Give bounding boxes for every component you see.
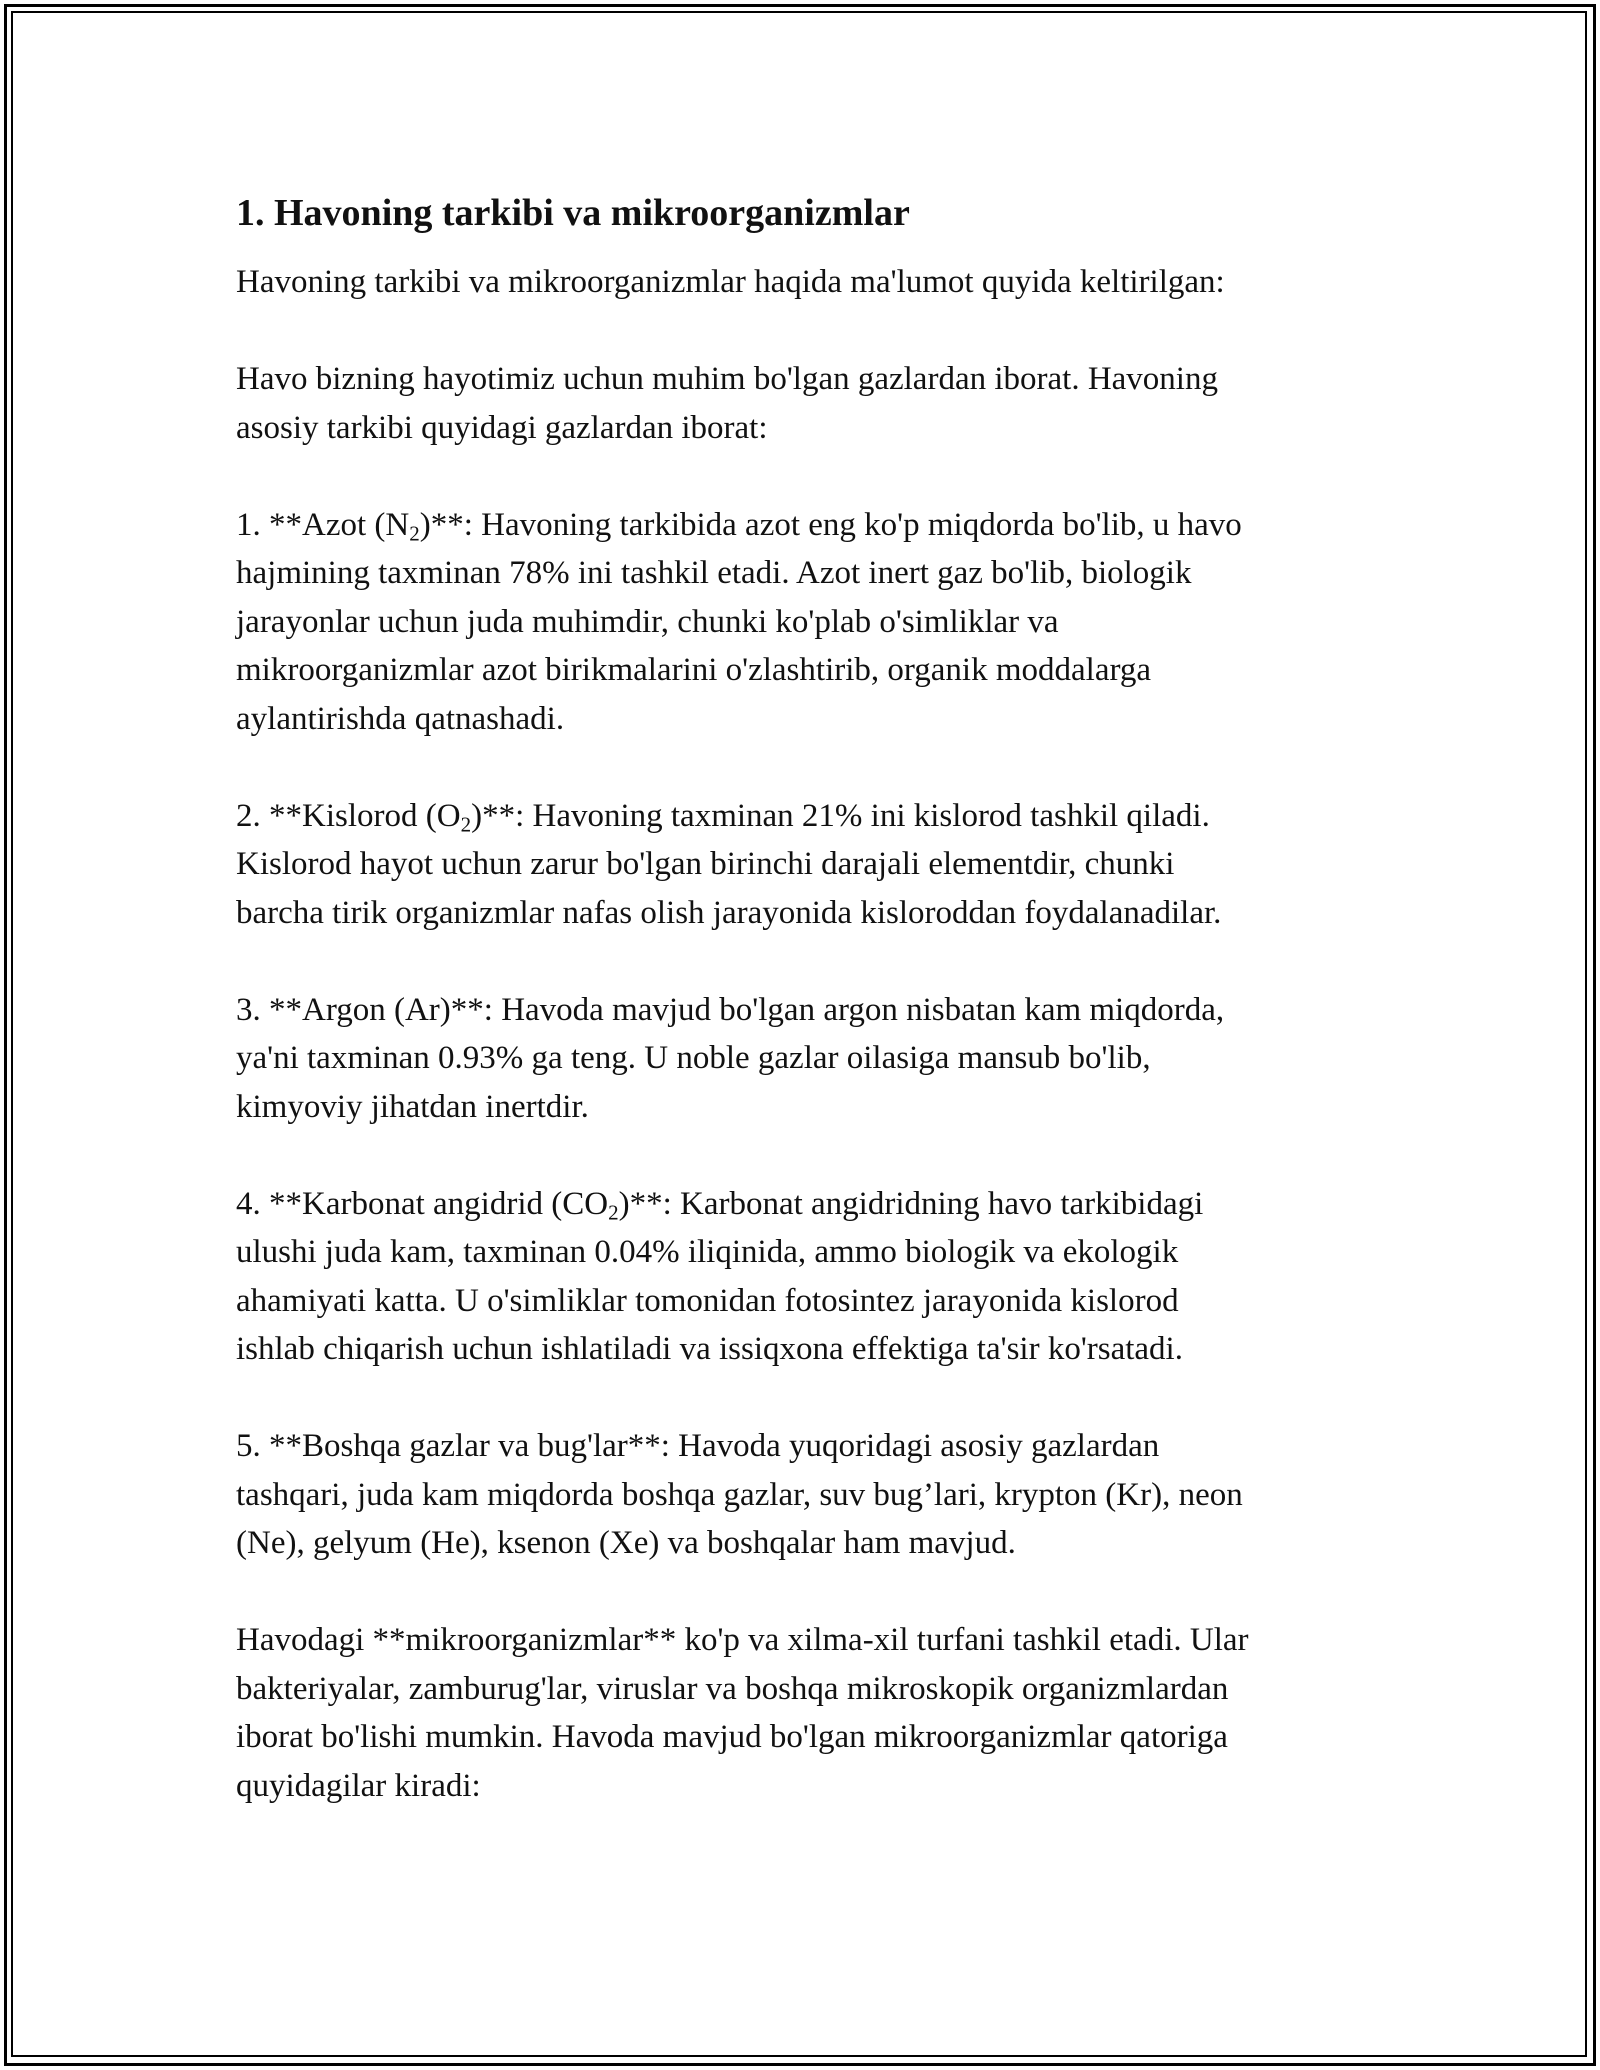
paragraph-line: aylantirishda qatnashadi. [236, 700, 565, 737]
intro-paragraph [236, 258, 1376, 307]
paragraph-line: bakteriyalar, zamburug'lar, viruslar va boshqa mikroskopik organizmlardan [236, 1670, 1229, 1707]
item-text: )**: Havoning tarkibida azot eng ko'p miqdorda bo'lib, u havo [419, 506, 1242, 543]
item-text: 1. **Azot (N [236, 506, 410, 543]
paragraph-line [236, 1180, 1376, 1229]
paragraph-line [236, 792, 1376, 841]
list-item-carbon-dioxide [236, 1180, 1376, 1374]
paragraph-line: 5. **Boshqa gazlar va bug'lar**: Havoda yuqoridagi asosiy gazlardan [236, 1428, 1160, 1464]
paragraph-line: ya'ni taxminan 0.93% ga teng. U noble gazlar oilasiga mansub bo'lib, [236, 1040, 1151, 1076]
paragraph-line: hajmining taxminan 78% ini tashkil etadi. Azot inert gaz bo'lib, biologik [236, 555, 1192, 591]
paragraph-line [236, 501, 1376, 550]
subscript: 2 [608, 1199, 619, 1224]
paragraph-line: quyidagilar kiradi: [236, 1767, 481, 1804]
intro-line: Havoning tarkibi va mikroorganizmlar haqida ma'lumot quyida keltirilgan: [236, 264, 1225, 300]
item-text: 2. **Kislorod (O [236, 797, 461, 834]
paragraph-line: Kislorod hayot uchun zarur bo'lgan birinchi darajali elementdir, chunki [236, 846, 1175, 882]
paragraph-line: mikroorganizmlar azot birikmalarini o'zlashtirib, organik moddalarga [236, 652, 1152, 688]
list-item-nitrogen [236, 501, 1376, 744]
paragraph-line: (Ne), gelyum (He), ksenon (Xe) va boshqalar ham mavjud. [236, 1525, 1016, 1561]
item-text: )**: Havoning taxminan 21% ini kislorod tashkil qiladi. [471, 797, 1210, 834]
section-heading: 1. Havoning tarkibi va mikroorganizmlar [236, 192, 910, 234]
paragraph-line: barcha tirik organizmlar nafas olish jarayonida kisloroddan foydalanadilar. [236, 894, 1222, 931]
composition-paragraph [236, 355, 1376, 452]
subscript: 2 [460, 811, 472, 836]
paragraph-line: ishlab chiqarish uchun ishlatiladi va issiqxona effektiga ta'sir ko'rsatadi. [236, 1331, 1183, 1367]
paragraph-line: Havodagi **mikroorganizmlar** ko'p va xilma-xil turfani tashkil etadi. Ular [236, 1622, 1249, 1658]
paragraph-line: iborat bo'lishi mumkin. Havoda mavjud bo'lgan mikroorganizmlar qatoriga [236, 1719, 1228, 1755]
paragraph-line: ulushi juda kam, taxminan 0.04% iliqinida, ammo biologik va ekologik [236, 1234, 1179, 1270]
list-item-other-gases [236, 1422, 1376, 1568]
paragraph-line: 3. **Argon (Ar)**: Havoda mavjud bo'lgan argon nisbatan kam miqdorda, [236, 991, 1225, 1028]
paragraph-line: asosiy tarkibi quyidagi gazlardan iborat: [236, 409, 768, 446]
list-item-oxygen [236, 792, 1376, 938]
item-text: )**: Karbonat angidridning havo tarkibidagi [618, 1185, 1204, 1222]
list-item-argon [236, 986, 1376, 1132]
paragraph-line: Havo bizning hayotimiz uchun muhim bo'lgan gazlardan iborat. Havoning [236, 361, 1218, 397]
item-text: 4. **Karbonat angidrid (CO [236, 1185, 609, 1222]
paragraph-line: jarayonlar uchun juda muhimdir, chunki ko'plab o'simliklar va [236, 603, 1059, 640]
document-body [236, 190, 1376, 1859]
microorganisms-paragraph [236, 1616, 1376, 1810]
paragraph-line: tashqari, juda kam miqdorda boshqa gazlar, suv bug’lari, krypton (Kr), neon [236, 1476, 1243, 1513]
paragraph-line: kimyoviy jihatdan inertdir. [236, 1088, 589, 1125]
subscript: 2 [409, 520, 420, 545]
paragraph-line: ahamiyati katta. U o'simliklar tomonidan fotosintez jarayonida kislorod [236, 1282, 1179, 1319]
